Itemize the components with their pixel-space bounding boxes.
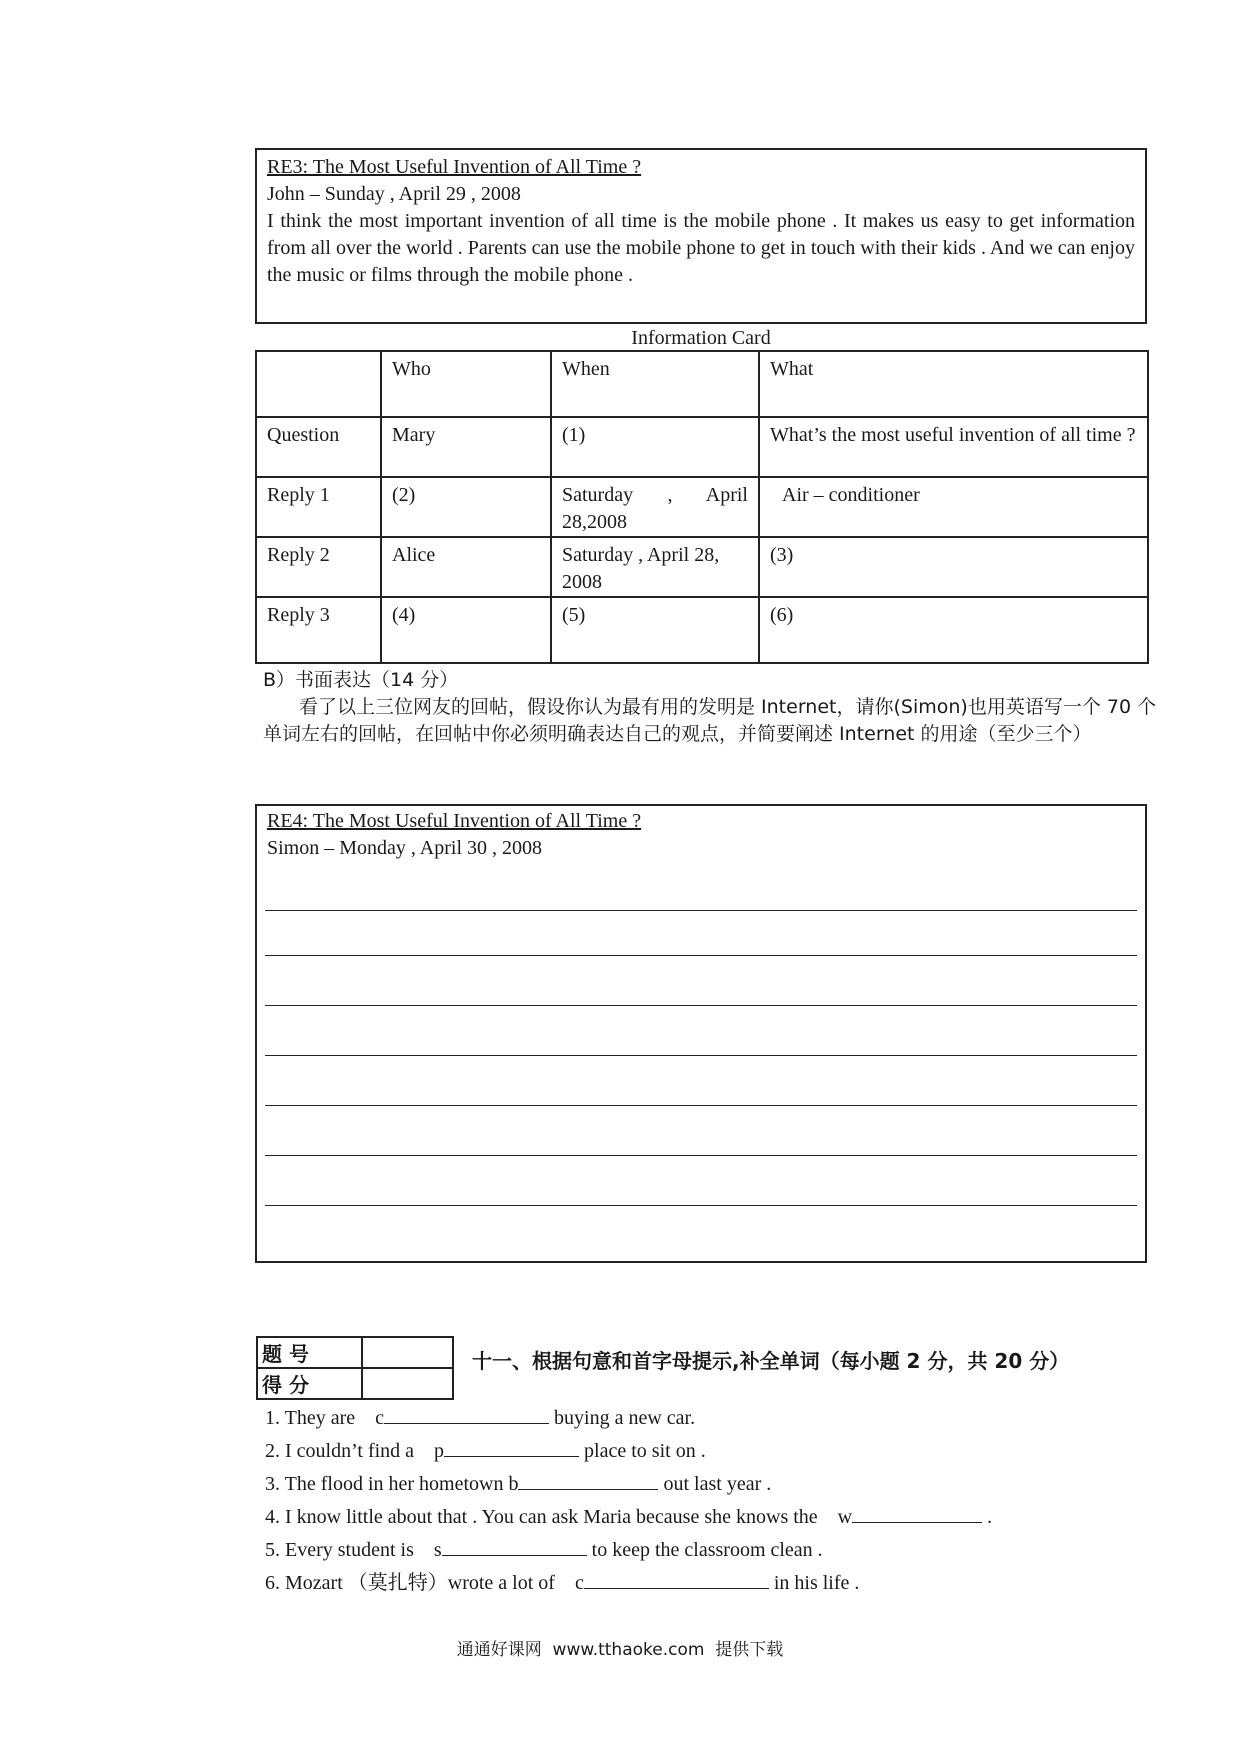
re3-title: RE3: The Most Useful Invention of All Time ? — [267, 156, 642, 178]
question-text: 2. I couldn’t find a p — [265, 1440, 445, 1462]
question-1 — [265, 1405, 695, 1431]
question-5 — [265, 1537, 823, 1563]
question-text: in his life . — [768, 1572, 860, 1594]
answer-blank[interactable] — [584, 1570, 769, 1589]
question-4 — [265, 1504, 992, 1530]
info-card-caption: Information Card — [631, 327, 771, 349]
table-cell: (3) — [759, 537, 1148, 597]
table-row — [256, 537, 1148, 597]
table-cell — [256, 351, 381, 417]
table-cell: (5) — [551, 597, 759, 663]
question-2 — [265, 1438, 706, 1464]
table-header-who: Who — [381, 351, 551, 417]
section-b-instructions: 看了以上三位网友的回帖，假设你认为最有用的发明是 Internet，请你(Simon)也用英语写一个 70 个单词左右的回帖，在回帖中你必须明确表达自己的观点，并简要阐述 Internet 的用途（至少三个） — [263, 696, 1157, 745]
writing-line[interactable] — [265, 1005, 1137, 1006]
question-text: place to sit on . — [579, 1440, 706, 1462]
score-label: 得 分 — [257, 1368, 362, 1399]
info-card-table — [255, 350, 1149, 664]
question-text: buying a new car. — [549, 1407, 696, 1429]
score-cell[interactable] — [362, 1368, 453, 1399]
table-cell: Air – conditioner — [759, 477, 1148, 537]
writing-line[interactable] — [265, 1055, 1137, 1056]
table-cell: Reply 3 — [256, 597, 381, 663]
question-6 — [265, 1570, 859, 1596]
re4-answer-box — [255, 804, 1147, 1263]
score-table — [256, 1336, 454, 1400]
table-cell: Saturday , April 28, 2008 — [551, 537, 759, 597]
table-header-what: What — [759, 351, 1148, 417]
question-text: 4. I know little about that . You can ask Maria because she knows the w — [265, 1506, 853, 1528]
question-text: 6. Mozart （莫扎特）wrote a lot of c — [265, 1572, 584, 1594]
writing-line[interactable] — [265, 1155, 1137, 1156]
writing-line[interactable] — [265, 1105, 1137, 1106]
re3-post-box — [255, 148, 1147, 324]
table-cell: What’s the most useful invention of all time ? — [759, 417, 1148, 477]
question-3 — [265, 1471, 771, 1497]
re4-title: RE4: The Most Useful Invention of All Time ? — [267, 810, 642, 832]
writing-line[interactable] — [265, 1205, 1137, 1206]
question-text: 1. They are c — [265, 1407, 385, 1429]
table-cell: (6) — [759, 597, 1148, 663]
table-cell: Question — [256, 417, 381, 477]
table-cell: (4) — [381, 597, 551, 663]
question-number-label: 题 号 — [257, 1337, 362, 1368]
table-cell: Alice — [381, 537, 551, 597]
answer-blank[interactable] — [384, 1405, 549, 1424]
table-row — [257, 1368, 453, 1399]
table-row — [256, 351, 1148, 417]
table-row — [257, 1337, 453, 1368]
writing-line[interactable] — [265, 955, 1137, 956]
table-cell: Reply 1 — [256, 477, 381, 537]
table-row — [256, 597, 1148, 663]
section-11-heading: 十一、根据句意和首字母提示,补全单词（每小题 2 分，共 20 分） — [472, 1349, 1070, 1373]
re3-body: I think the most important invention of all time is the mobile phone . It makes us easy to get information from all over the world . Parents can use the mobile phone to get in touch with their kids . And we can enjoy the music or films through the mobile phone . — [267, 210, 1135, 286]
table-cell: Reply 2 — [256, 537, 381, 597]
answer-blank[interactable] — [852, 1504, 982, 1523]
question-text: to keep the classroom clean . — [586, 1539, 823, 1561]
table-cell: Mary — [381, 417, 551, 477]
table-row — [256, 417, 1148, 477]
writing-line[interactable] — [265, 910, 1137, 911]
answer-blank[interactable] — [518, 1471, 658, 1490]
table-cell: (1) — [551, 417, 759, 477]
question-text: out last year . — [658, 1473, 772, 1495]
question-text: . — [982, 1506, 993, 1528]
re3-byline: John – Sunday , April 29 , 2008 — [267, 183, 521, 205]
question-number-cell — [362, 1337, 453, 1368]
question-text: 3. The flood in her hometown b — [265, 1473, 519, 1495]
section-b-heading: B）书面表达（14 分） — [263, 669, 459, 691]
table-header-when: When — [551, 351, 759, 417]
answer-blank[interactable] — [442, 1537, 587, 1556]
page-footer: 通通好课网 www.tthaoke.com 提供下载 — [456, 1640, 784, 1660]
table-cell: (2) — [381, 477, 551, 537]
answer-blank[interactable] — [444, 1438, 579, 1457]
table-cell: Saturday , April 28,2008 — [551, 477, 759, 537]
question-text: 5. Every student is s — [265, 1539, 442, 1561]
table-row — [256, 477, 1148, 537]
re4-byline: Simon – Monday , April 30 , 2008 — [267, 837, 543, 859]
